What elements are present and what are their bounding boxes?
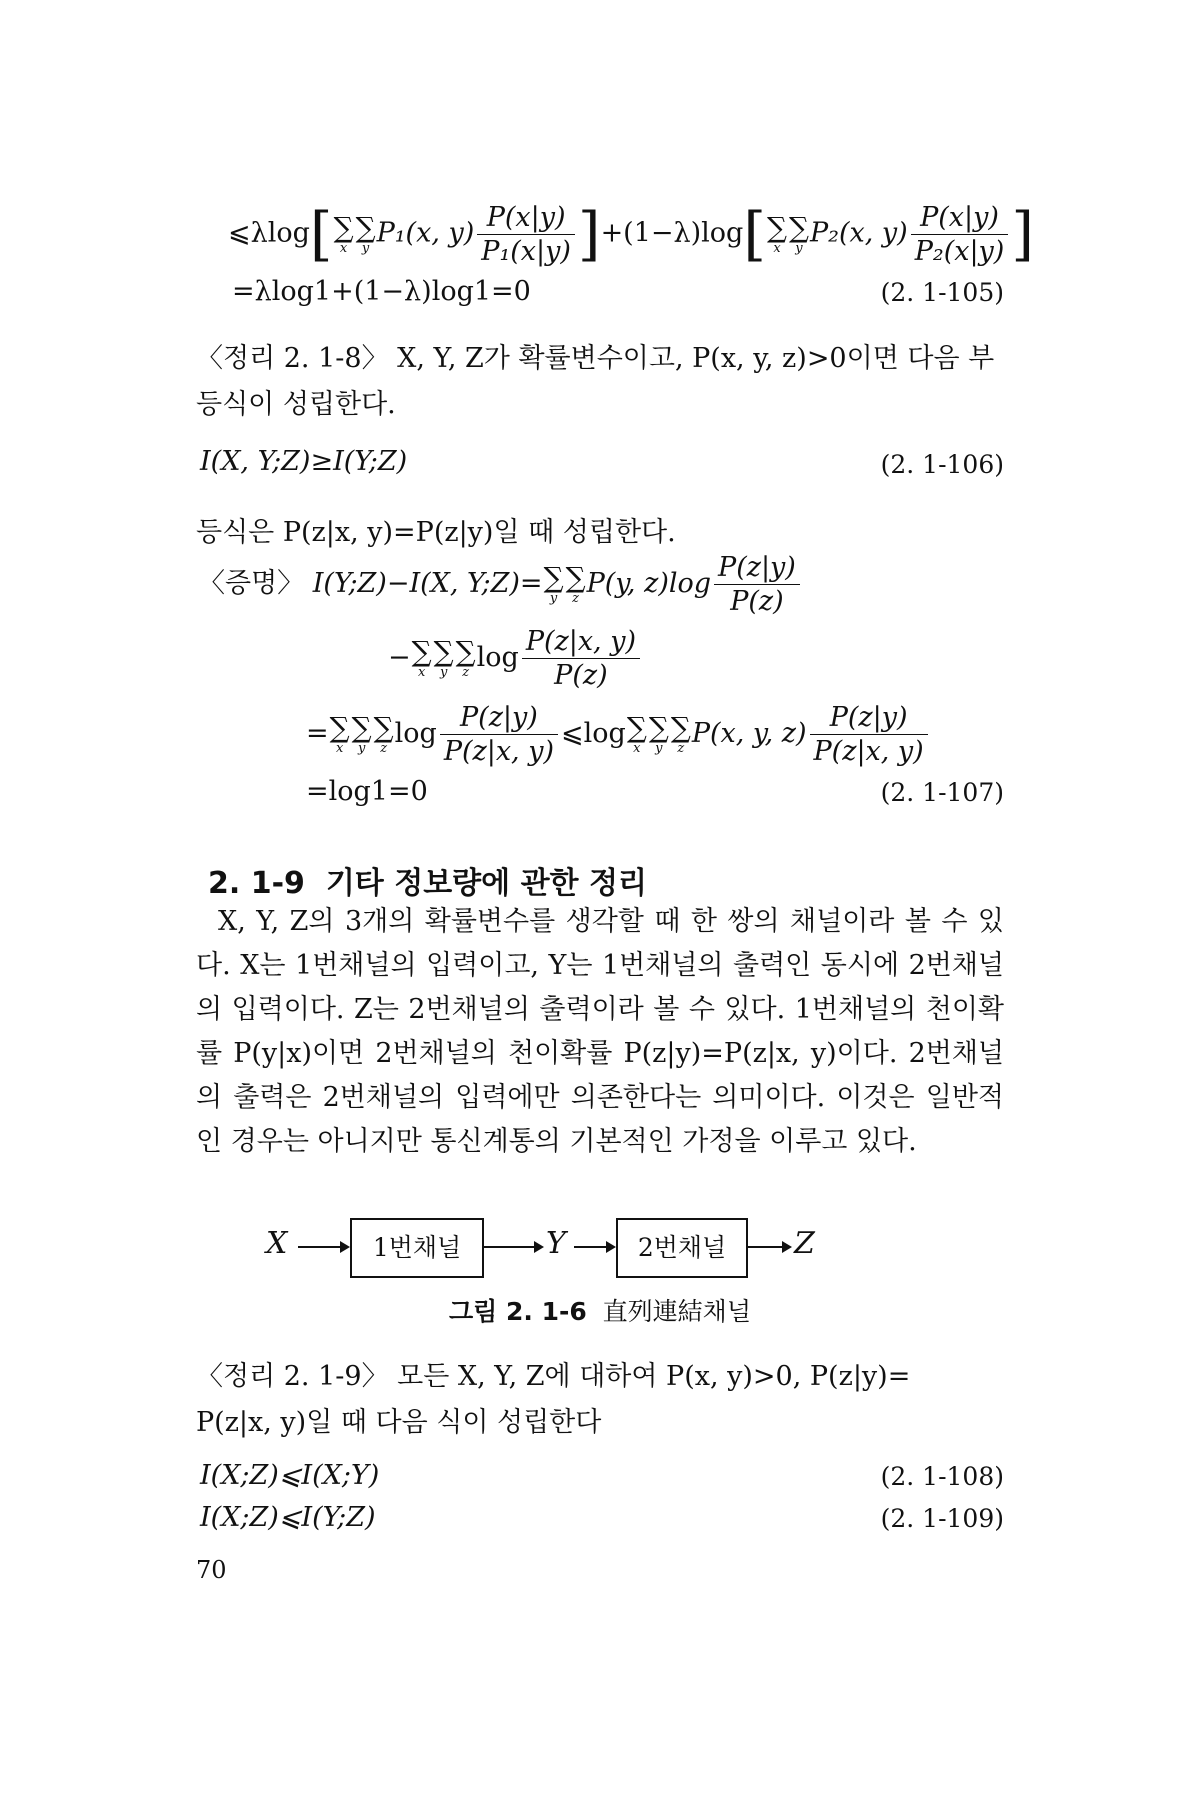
section-paragraph: X, Y, Z의 3개의 확률변수를 생각할 때 한 쌍의 채널이라 볼 수 있다. X는 1번채널의 입력이고, Y는 1번채널의 출력인 동시에 2번채널의 입력이다. Z는 2번채널의 출력이라 볼 수 있다. 1번채널의 천이확률 P(y|x)이면 2번채널의 천이확률 P(z|y)=P(z|x, y)이다. 2번채널의 출력은 2번채널의 입력에만 의존한다는 의미이다. 이것은 일반적인 경우는 아니지만 통신계통의 기본적인 가정을 이루고 있다. <box>196 906 1004 1157</box>
proof-fraction1: $\frac{P(z|y)}{P(z)}$ <box>714 552 800 617</box>
equation-number-108: (2. 1-108) <box>880 1462 1004 1491</box>
section-number: 2. 1-9 <box>208 866 305 901</box>
arrow-icon <box>484 1246 542 1248</box>
proof-fraction2: $\frac{P(z|x, y)}{P(z)}$ <box>522 626 640 691</box>
channel-2-box: 2번채널 <box>616 1218 748 1278</box>
figure-caption <box>0 1292 1200 1328</box>
figure-caption-label: 그림 2. 1-6 <box>449 1297 587 1326</box>
eq105-middle: +(1−λ)log <box>600 217 744 249</box>
theorem-2-1-9-line1: 〈정리 2. 1-9〉 모든 X, Y, Z에 대하여 P(x, y)>0, P(z|y)= <box>196 1361 911 1392</box>
eq105-term2: P₂(x, y) <box>809 217 908 249</box>
equation-number-105: (2. 1-105) <box>880 278 1004 307</box>
equality-condition: 등식은 P(z|x, y)=P(z|y)일 때 성립한다. <box>196 517 676 548</box>
eq105-term1: P₁(x, y) <box>376 217 475 249</box>
equation-109: I(X;Z)⩽I(Y;Z) <box>200 1502 376 1533</box>
section-title: 기타 정보량에 관한 정리 <box>325 866 647 901</box>
equation-number-107: (2. 1-107) <box>880 778 1004 807</box>
equation-108: I(X;Z)⩽I(X;Y) <box>200 1460 380 1491</box>
theorem-2-1-9-line2: P(z|x, y)일 때 다음 식이 성립한다 <box>196 1407 602 1438</box>
figure-caption-text: 直列連結채널 <box>602 1297 751 1326</box>
equation-number-109: (2. 1-109) <box>880 1504 1004 1533</box>
proof-line3: = ∑ x ∑ y ∑ z log $\frac{P(z|y)}{P(z|x, y)}$ ⩽log ∑ x ∑ y ∑ z P(x, y, z) $\frac{P(z|y)}{P(z|x, y)}$ <box>306 702 931 767</box>
eq105-prefix: ⩽λlog <box>228 217 310 249</box>
page-number: 70 <box>196 1556 227 1584</box>
proof-label: 〈증명〉 <box>198 568 305 599</box>
proof-fraction4: $\frac{P(z|y)}{P(z|x, y)}$ <box>810 702 928 767</box>
arrow-icon <box>574 1246 614 1248</box>
equation-105-line1: ⩽λlog[ ∑ x ∑ y P₁(x, y) $\frac{P(x|y)}{\text{P₁(x|y)}}$ ]+(1−λ)log[ ∑ x ∑ y P₂(x, y) $\frac{P(x|y)}{\text{P₂(x|y)}}$ ] <box>228 200 1034 268</box>
theorem-2-1-8-line1: 〈정리 2. 1-8〉 X, Y, Z가 확률변수이고, P(x, y, z)>0이면 다음 부 <box>196 343 995 374</box>
theorem-2-1-8-line2: 등식이 성립한다. <box>196 389 396 420</box>
arrow-icon <box>748 1246 790 1248</box>
diagram-output-z: Z <box>794 1226 815 1261</box>
equation-106: I(X, Y;Z)≥I(Y;Z) <box>200 446 408 477</box>
eq105-fraction2: $\frac{P(x|y)}{\text{P₂(x|y)}}$ <box>911 202 1009 267</box>
equation-number-106: (2. 1-106) <box>880 450 1004 479</box>
section-heading <box>208 858 647 902</box>
equation-105-line2: =λlog1+(1−λ)log1=0 <box>232 276 531 307</box>
diagram-input-x: X <box>266 1226 288 1261</box>
channel-1-box: 1번채널 <box>350 1218 484 1278</box>
proof-fraction3: $\frac{P(z|y)}{P(z|x, y)}$ <box>440 702 558 767</box>
proof-line4: =log1=0 <box>306 776 428 807</box>
diagram-middle-y: Y <box>546 1226 566 1261</box>
proof-line2: − ∑ x ∑ y ∑ z log $\frac{P(z|x, y)}{P(z)}$ <box>388 626 643 691</box>
eq105-fraction1: $\frac{P(x|y)}{\text{P₁(x|y)}}$ <box>477 202 575 267</box>
proof-line1: 〈증명〉 I(Y;Z)−I(X, Y;Z)= ∑ y ∑ z P(y, z)log $\frac{P(z|y)}{P(z)}$ <box>198 552 803 617</box>
arrow-icon <box>298 1246 348 1248</box>
